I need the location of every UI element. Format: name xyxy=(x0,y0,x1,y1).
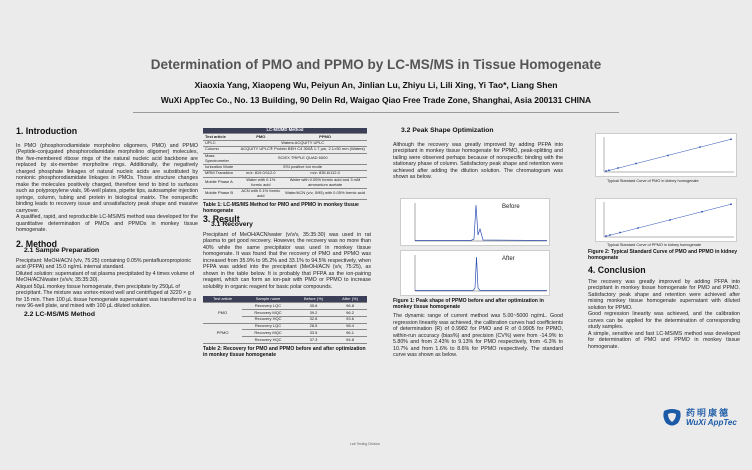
recovery-cell: 98.4 xyxy=(333,323,367,330)
curve1-caption: Typical Standard Curve of PMO in kidney homogenate xyxy=(607,179,699,183)
footer-note: Lab Testing Division xyxy=(350,442,381,446)
table-row xyxy=(203,177,367,188)
recovery-cell: 39.2 xyxy=(294,310,333,317)
recovery-cell: 93.6 xyxy=(333,316,367,323)
chromatogram-after xyxy=(400,250,550,296)
table1-caption: Table 1: LC-MS/MS Method for PMO and PPMO in monkey tissue homogenate xyxy=(203,201,359,214)
table-row xyxy=(203,153,367,164)
column-lc-recovery xyxy=(203,128,371,358)
peak-shape-heading: 3.2 Peak Shape Optimization xyxy=(401,127,494,134)
recovery-cell: 32.8 xyxy=(294,316,333,323)
affiliation: WuXi AppTec Co., No. 13 Building, 90 Delin Rd, Waigao Qiao Free Trade Zone, Shanghai, Asia 200131 CHINA xyxy=(160,95,592,105)
poster-title: Determination of PMO and PPMO by LC-MS/MS in Tissue Homogenate xyxy=(150,57,602,72)
recovery-cell: 33.5 xyxy=(294,330,333,337)
lcms-param-value: Water with 0.05% formic acid and 3 mM ammonium acetate xyxy=(283,177,367,188)
conclusion-heading: 4. Conclusion xyxy=(588,265,646,275)
before-label: Before xyxy=(502,204,520,210)
recovery-cell: Recovery HQC xyxy=(242,316,294,323)
column-introduction-method xyxy=(16,128,198,318)
lcms-table-header: LC-MS/MD Method xyxy=(203,128,367,134)
conclusion-paragraph: A simple, sensitive and fast LC-MS/MS method was developed for determination of PMO and PPMO in monkey tissue homogenate. xyxy=(588,330,740,350)
chromatogram-before xyxy=(400,198,550,246)
lcms-column-header: Test article xyxy=(203,134,238,140)
wuxi-apptec-logo xyxy=(660,405,750,431)
lcms-param-value: Water/ACN (v/v, 5/95) with 0.05% formic acid xyxy=(283,188,367,199)
result-heading: 3. Result xyxy=(203,213,240,224)
lcms-param-value: ESI positive ion mode xyxy=(238,164,367,170)
recovery-column-header: Before (%) xyxy=(294,296,333,302)
lcms-param-value: ACN with 0.1% formic acid xyxy=(238,188,283,199)
column-conclusion xyxy=(588,249,740,350)
method-paragraph: Precipitant: MeOH/ACN (v/v, 75:25) containing 0.05% pentafluoropropionic acid (PFPA) and 15.0 ng/mL internal standard. xyxy=(16,257,192,270)
recovery-cell: 28.5 xyxy=(294,323,333,330)
linearity-paragraph: The dynamic range of current method was 5.00~5000 ng/mL. Good regression linearity was achieved, the calibration curves had coefficients of determination (R) of 0.9982 for PMO and R of 0.9905 for PPMO, within-run accuracy (bias%) and precision (CV%) were from -14.9% to 5.80% and from 2.43% to 9.13% for PMO respectively, from -6.3% to 10.7% and from 1.6% to 8.6% for PPMO respectively. The standard curve was shown as below. xyxy=(393,313,563,358)
logo-mark-icon xyxy=(660,407,684,429)
lcms-column-header: PPMO xyxy=(283,134,367,140)
recovery-cell: 94.8 xyxy=(333,337,367,344)
peak-shape-paragraph: Although the recovery was greatly improved by adding PFPA into precipitant in monkey tissue homogenate for PPMO, peak-splitting and tailing were observed perhaps because of nonspecific binding with the stationary phase of column. Satisfactory peak shape and retention were achieved after adding the dilution solution. The chromatogram was shown as below. xyxy=(393,141,563,180)
table2-caption: Table 2: Recovery for PMO and PPMO before and after optimization in monkey tissue homogenate xyxy=(203,345,366,358)
lcms-method-table xyxy=(203,128,367,200)
after-label: After xyxy=(502,256,515,262)
standard-curve-pmo xyxy=(595,133,737,177)
conclusion-paragraph: The recovery was greatly improved by adding PFPA into precipitant in monkey tissue homogenate for PMO and PPMO. Satisfactory peak shape and retention were achieved after mixing monkey tissue homogenate supernatant with diluted solution for PPMO. xyxy=(588,278,740,311)
logo-chinese-text: 药明康德 xyxy=(686,409,731,419)
recovery-cell: 96.8 xyxy=(333,303,367,310)
method-paragraph: Diluted solution: supernatant of rat plasma precipitated by 4 times volume of MeOH/ACN/water (v/v/v, 35:35:30). xyxy=(16,270,195,283)
table-row xyxy=(203,323,367,330)
table-row xyxy=(203,188,367,199)
table-row xyxy=(203,303,367,310)
column-peak-shape-lower xyxy=(393,298,563,359)
recovery-heading: 3.1 Recovery xyxy=(211,221,253,229)
lcms-param-name: Mass Spectrometer xyxy=(203,153,238,164)
lcms-param-value: ACQUITY UPLC® Protein BEH C4 300Å 1.7 µm, 2.1×50 mm (Waters) xyxy=(238,147,367,153)
figure2-caption: Figure 2: Typical Standard Curve of PMO and PPMO in kidney homogenate xyxy=(588,249,738,261)
method-paragraph: Aliquot 50µL monkey tissue homogenate, then precipitate by 250µL of precipitant. The mixture was vortex-mixed well and centrifuged at 3220 × g for 15 min. Then 100 µL tissue homogenate supernatant was transferred to a new 96-well plate, and mixed with 100 µL diluted solution. xyxy=(16,283,197,309)
recovery-column-header: Sample name xyxy=(242,296,294,302)
lcms-param-name: Column xyxy=(203,147,238,153)
recovery-cell: Recovery MQC xyxy=(242,310,294,317)
recovery-cell: 35.6 xyxy=(294,303,333,310)
recovery-cell: 96.1 xyxy=(333,330,367,337)
lcms-param-value: Waters ACQUITY UPLC xyxy=(238,140,367,146)
recovery-cell: Recovery MQC xyxy=(242,330,294,337)
lcms-param-name: Mobile Phase A xyxy=(203,177,238,188)
logo-english-text: WuXi AppTec xyxy=(686,418,737,427)
curve2-caption: Typical Standard Curve of PPMO in kidney homogenate xyxy=(607,243,702,247)
lcms-param-value: m/z: 835.6/112.0 xyxy=(283,171,367,177)
lcms-param-name: MRM Transition xyxy=(203,171,238,177)
recovery-cell: 37.3 xyxy=(294,337,333,344)
lcms-param-name: Mobile Phase B xyxy=(203,188,238,199)
recovery-test-article: PPMO xyxy=(203,323,242,343)
recovery-test-article: PMO xyxy=(203,303,242,323)
recovery-cell: Recovery HQC xyxy=(242,337,294,344)
recovery-cell: Recovery LQC xyxy=(242,323,294,330)
lcms-param-value: SCIEX TRIPLE QUAD 6500 xyxy=(238,153,367,164)
lcms-method-heading: 2.2 LC-MS/MS Method xyxy=(24,310,95,318)
recovery-paragraph: Precipitant of MeOH/ACN/water (v/v/v, 35:35:30) was used in rat plasma to get good recovery. However, the recovery was no more than 40% while the same precipitator was used in monkey tissue homogenate. It was found that the recovery of PMO and PPMO was increased from 35.9% to 95.2% and 33.1% to 94.5% respectively, when PFPA was added into the precipitant (MeOH/ACN (v/v, 75:25), as shown in the table below. It is probably that PFPA as the ion-pairing reagent, which can form an ion-pair with PMO or PPMO to increase solubility in organic reagent for basic polar compounds. xyxy=(203,231,371,290)
column-peak-shape xyxy=(393,128,563,181)
method-heading: 2. Method xyxy=(16,238,58,249)
recovery-cell: 96.2 xyxy=(333,310,367,317)
sample-prep-heading: 2.1 Sample Preparation xyxy=(24,247,100,254)
lcms-param-value: Water with 0.1% formic acid xyxy=(238,177,283,188)
header-divider xyxy=(133,112,619,113)
introduction-paragraph: A qualified, rapid, and reproducible LC-MS/MS method was developed for the quantitative determination of PMOs and PPMOs in monkey tissue homogenate. xyxy=(16,214,198,233)
author-list: Xiaoxia Yang, Xiaopeng Wu, Peiyun An, Jinlian Lu, Zhiyu Li, Lili Xing, Yi Tao*, Liang Shen xyxy=(194,80,558,90)
recovery-column-header: Test article xyxy=(203,296,242,302)
figure1-caption: Figure 1: Peak shape of PPMO before and after optimization in monkey tissue homogenate xyxy=(393,298,544,310)
lcms-param-name: UPLC xyxy=(203,140,238,146)
lcms-param-name: Ionization Mode xyxy=(203,164,238,170)
standard-curve-ppmo xyxy=(595,198,737,242)
conclusion-paragraph: Good regression linearity was achieved, and the calibration curves can be applied for the determination of corresponding study samples. xyxy=(588,311,740,330)
recovery-cell: Recovery LQC xyxy=(242,303,294,310)
recovery-table xyxy=(203,296,367,344)
recovery-column-header: After (%) xyxy=(333,296,367,302)
lcms-param-value: m/z: 819.0/112.0 xyxy=(238,171,283,177)
lcms-column-header: PMO xyxy=(238,134,283,140)
introduction-paragraph: In PMO (phosphorodiamidate morpholino oligomers, PMO) and PPMO (Peptide-conjugated phosphorodiamidate morpholino oligomer) molecules, the five-membered ribose rings of the natural nucleic acid backbone are replaced by six-member morpholine rings. Additionally, the negatively charged phosphate linkages of natural nucleic acids are substituted by nonionic phosphorodiamidate linkages in PMOs. Those structure changes make the molecules positively charged, therefore tend to bind to surfaces such as polypropylene vials, 96-well plates, pipette tips, autosampler injection syringe, column, tubing and protein in biological matrix. The nonspecific binding leads to recovery issue and unsatisfactory peak shape and massive carryover. xyxy=(16,142,198,214)
introduction-heading: 1. Introduction xyxy=(16,126,78,136)
